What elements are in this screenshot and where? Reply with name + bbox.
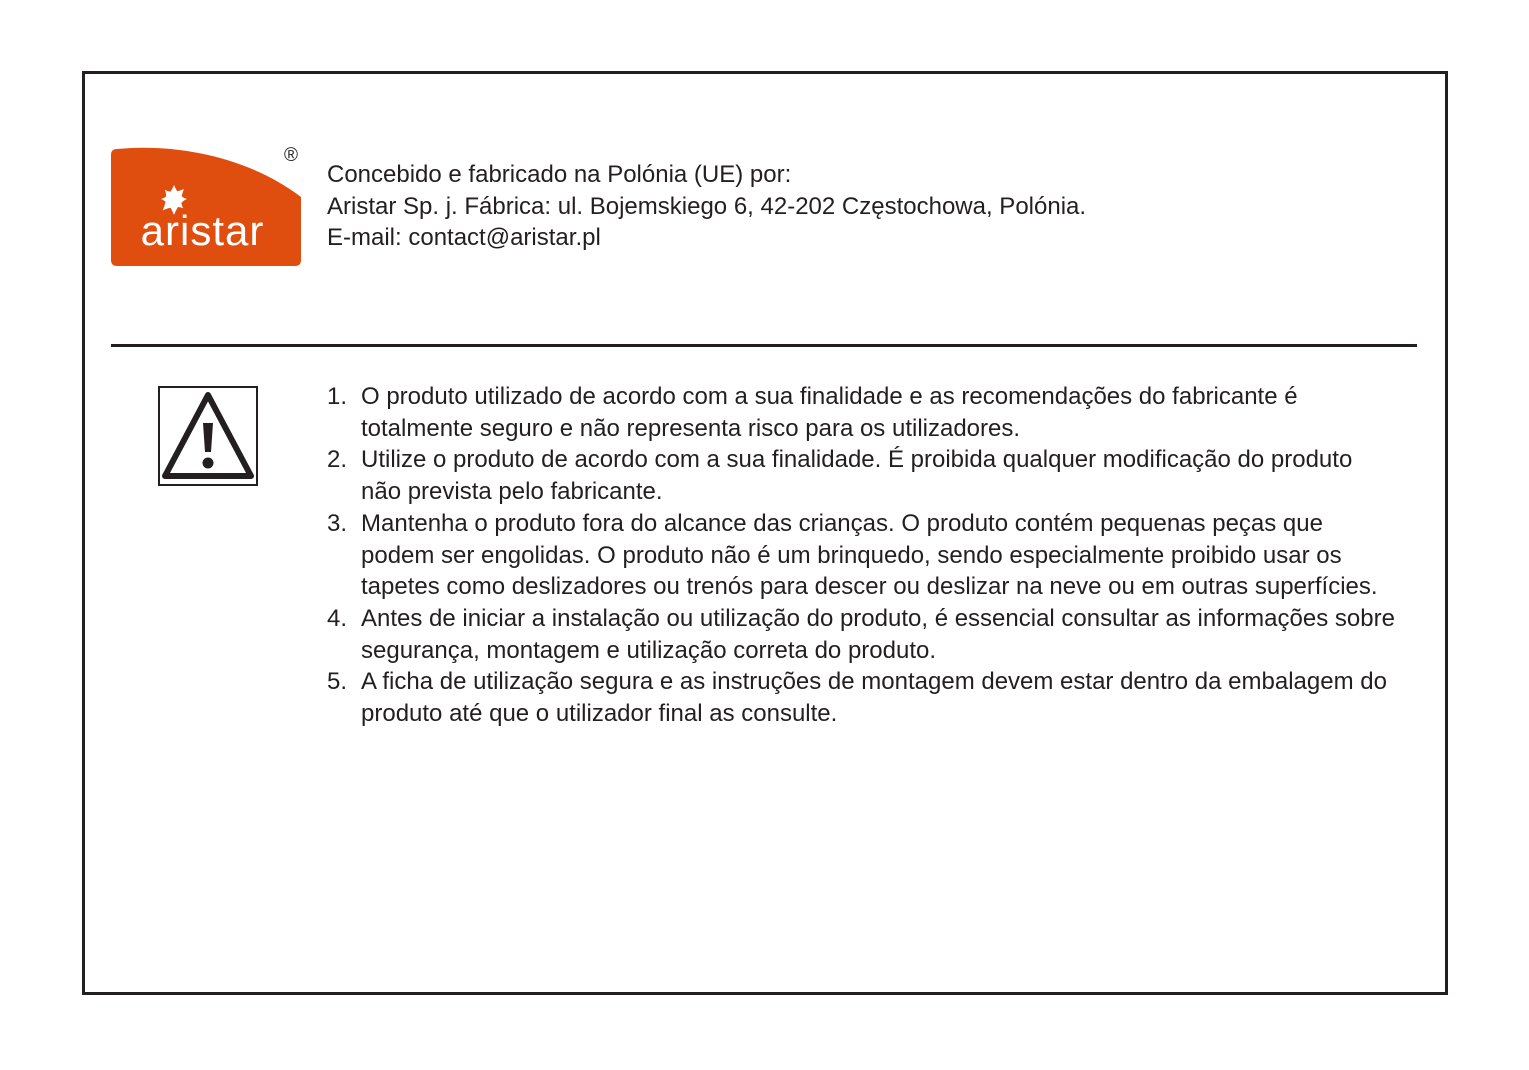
email-line: E-mail: contact@aristar.pl xyxy=(327,224,601,251)
address-line: Aristar Sp. j. Fábrica: ul. Bojemskiego 6, 42-202 Częstochowa, Polónia. xyxy=(327,192,1087,220)
item-text: Utilize o produto de acordo com a sua finalidade. É proibida qualquer modificação do produto não prevista pelo fabricante. xyxy=(361,446,1353,506)
item-text: O produto utilizado de acordo com a sua finalidade e as recomendações do fabricante é totalmente seguro e não representa risco para os utilizadores. xyxy=(361,383,1298,442)
item-text: Antes de iniciar a instalação ou utilização do produto, é essencial consultar as informações sobre segurança, montagem e utilização correta do produto. xyxy=(361,604,1395,664)
item-number: 3. xyxy=(327,509,348,537)
item-text: A ficha de utilização segura e as instruções de montagem devem estar dentro da embalagem do produto até que o utilizador final as consulte. xyxy=(361,668,1387,728)
item-number: 5. xyxy=(327,668,348,696)
brand-name: aristar xyxy=(140,207,265,254)
list-item xyxy=(327,666,1397,729)
safety-rules-list xyxy=(327,381,1397,730)
list-item xyxy=(327,381,1397,444)
list-item xyxy=(327,508,1397,603)
warning-triangle-icon xyxy=(158,386,258,486)
manufacturer-line: Concebido e fabricado na Polónia (UE) por: xyxy=(327,161,792,188)
list-item xyxy=(327,603,1397,666)
divider xyxy=(111,344,1417,347)
item-number: 1. xyxy=(327,383,348,410)
item-text: Mantenha o produto fora do alcance das crianças. O produto contém pequenas peças que podem ser engolidas. O produto não é um brinquedo, sendo especialmente proibido usar os tapetes como deslizadores ou trenós para descer ou deslizar na neve ou em outras superfícies. xyxy=(361,509,1378,601)
manufacturer-info xyxy=(327,159,1086,254)
item-number: 4. xyxy=(327,604,348,632)
item-number: 2. xyxy=(327,446,348,474)
registered-mark: ® xyxy=(284,145,298,166)
list-item xyxy=(327,444,1397,507)
